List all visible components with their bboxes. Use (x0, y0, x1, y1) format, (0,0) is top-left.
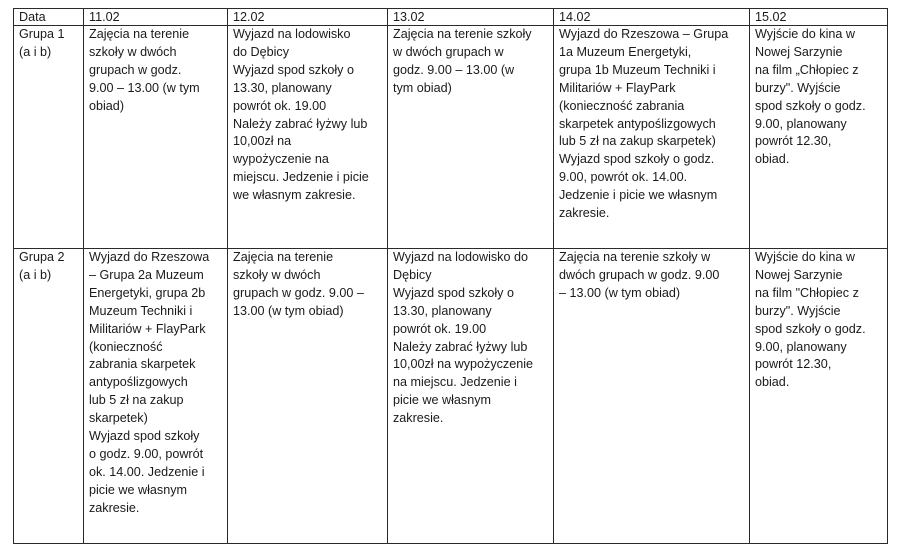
schedule-text: Zajęcia na terenie szkoły w dwóch grupach w godz. 9.00 – 13.00 (w tym obiad) (233, 250, 364, 318)
date-label: 11.02 (89, 10, 120, 24)
schedule-cell (554, 249, 750, 544)
date-label: 13.02 (393, 10, 425, 24)
schedule-text: Wyjazd do Rzeszowa – Grupa 1a Muzeum Energetyki, grupa 1b Muzeum Techniki i Militariów + FlayPark (konieczność zabrania skarpetek antypoślizgowych lub 5 zł na zakup skarpetek) Wyjazd spod szkoły o godz. 9.00, powrót ok. 14.00. Jedzenie i picie we własnym zakresie. (559, 27, 729, 221)
date-label: 12.02 (233, 10, 265, 24)
schedule-cell (388, 26, 554, 249)
schedule-text: Zajęcia na terenie szkoły w dwóch grupach w godz. 9.00 – 13.00 (w tym obiad) (559, 250, 720, 300)
group-cell (14, 26, 84, 249)
group-cell (14, 249, 84, 544)
schedule-cell (228, 26, 388, 249)
schedule-cell (228, 249, 388, 544)
table-row-group-2 (14, 249, 888, 544)
schedule-text: Zajęcia na terenie szkoły w dwóch grupach w godz. 9.00 – 13.00 (w tym obiad) (393, 27, 532, 95)
schedule-cell (750, 26, 888, 249)
date-cell (228, 9, 388, 26)
schedule-cell (554, 26, 750, 249)
date-cell (554, 9, 750, 26)
date-label: 14.02 (559, 10, 591, 24)
date-cell (388, 9, 554, 26)
schedule-cell (750, 249, 888, 544)
schedule-text: Wyjście do kina w Nowej Sarzynie na film „Chłopiec z burzy". Wyjście spod szkoły o godz. 9.00, planowany powrót 12.30, obiad. (755, 27, 866, 167)
schedule-text: Wyjazd do Rzeszowa – Grupa 2a Muzeum Energetyki, grupa 2b Muzeum Techniki i Militariów + FlayPark (konieczność zabrania skarpetek antypoślizgowych lub 5 zł na zakup skarpetek) Wyjazd spod szkoły o godz. 9.00, powrót ok. 14.00. Jedzenie i picie we własnym zakresie. (89, 250, 210, 515)
header-label-cell (14, 9, 84, 26)
header-row (14, 9, 888, 26)
date-label: 15.02 (755, 10, 787, 24)
schedule-text: Wyjście do kina w Nowej Sarzynie na film "Chłopiec z burzy". Wyjście spod szkoły o godz. 9.00, planowany powrót 12.30, obiad. (755, 250, 866, 390)
schedule-cell (84, 26, 228, 249)
schedule-text: Zajęcia na terenie szkoły w dwóch grupach w godz. 9.00 – 13.00 (w tym obiad) (89, 27, 200, 113)
schedule-text: Wyjazd na lodowisko do Dębicy Wyjazd spod szkoły o 13.30, planowany powrót ok. 19.00 Należy zabrać łyżwy lub 10,00zł na wypożyczenie na miejscu. Jedzenie i picie we własnym zakresie. (233, 27, 369, 203)
date-cell (84, 9, 228, 26)
group-label: Grupa 2 (a i b) (19, 250, 65, 282)
group-label: Grupa 1 (a i b) (19, 27, 65, 59)
schedule-text: Wyjazd na lodowisko do Dębicy Wyjazd spod szkoły o 13.30, planowany powrót ok. 19.00 Należy zabrać łyżwy lub 10,00zł na wypożyczenie na miejscu. Jedzenie i picie we własnym zakresie. (393, 250, 534, 426)
header-label: Data (19, 10, 46, 24)
table-row-group-1 (14, 26, 888, 249)
schedule-table (13, 8, 888, 544)
schedule-cell (84, 249, 228, 544)
date-cell (750, 9, 888, 26)
schedule-cell (388, 249, 554, 544)
